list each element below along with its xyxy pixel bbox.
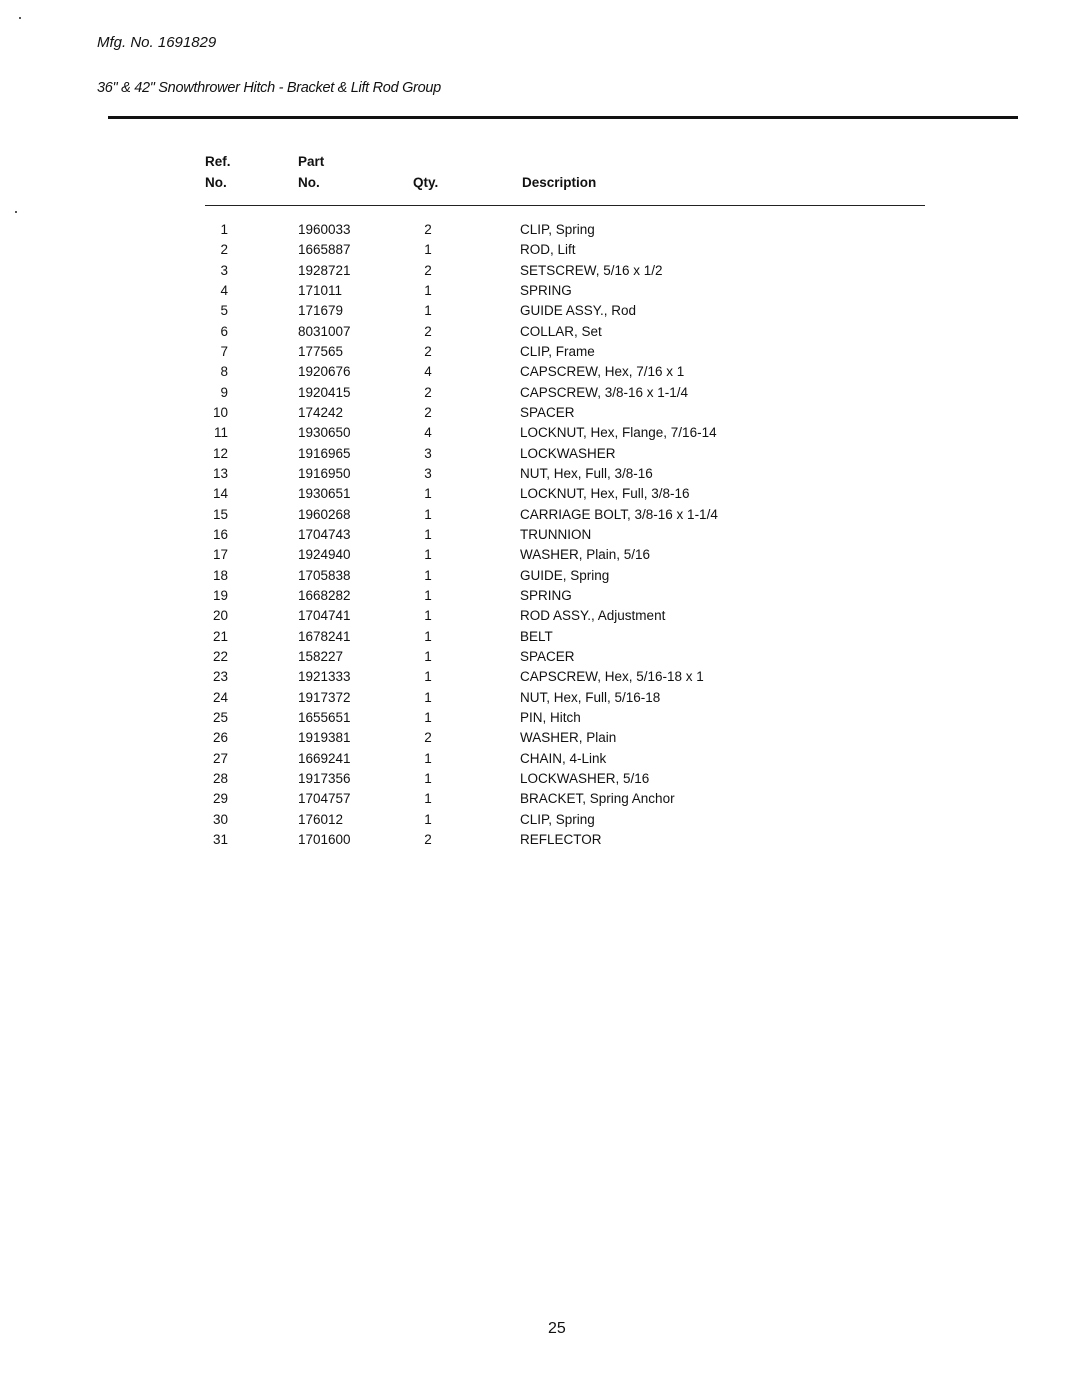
- table-row: [0, 690, 1080, 710]
- part-no: 177565: [298, 343, 344, 359]
- table-row: [0, 649, 1080, 669]
- part-no: 1920415: [298, 384, 351, 400]
- scan-speck: [19, 17, 21, 19]
- table-row: [0, 486, 1080, 506]
- part-no: 1704741: [298, 608, 351, 624]
- quantity: 2: [424, 222, 432, 237]
- ref-no: 28: [212, 770, 228, 786]
- quantity: 2: [424, 262, 432, 278]
- quantity: 1: [424, 506, 432, 522]
- ref-no: 26: [212, 730, 228, 746]
- quantity: 1: [424, 303, 432, 319]
- table-row: [0, 629, 1080, 649]
- ref-no: 15: [212, 506, 228, 522]
- quantity: 1: [424, 669, 432, 685]
- part-no: 158227: [298, 648, 344, 664]
- part-no: 1704743: [298, 526, 351, 542]
- table-row: [0, 832, 1080, 852]
- part-no: 1960033: [298, 222, 351, 237]
- ref-no: 10: [212, 404, 228, 420]
- page-title: 36" & 42" Snowthrower Hitch - Bracket & Lift Rod Group: [97, 80, 441, 96]
- ref-no: 2: [220, 242, 228, 258]
- ref-no: 11: [213, 425, 228, 441]
- part-no: 1655651: [298, 709, 351, 725]
- table-row: [0, 669, 1080, 689]
- part-no: 1916965: [298, 445, 351, 461]
- description: SPRING: [520, 282, 572, 298]
- quantity: 2: [424, 323, 432, 339]
- ref-no: 12: [212, 445, 228, 461]
- table-row: [0, 425, 1080, 445]
- quantity: 3: [424, 465, 432, 481]
- description: CHAIN, 4-Link: [520, 750, 607, 766]
- description: CLIP, Frame: [520, 343, 595, 359]
- description: LOCKNUT, Hex, Full, 3/8-16: [520, 486, 690, 502]
- ref-header-line1: Ref.: [205, 154, 231, 169]
- ref-no: 23: [212, 669, 228, 685]
- description: CAPSCREW, Hex, 5/16-18 x 1: [520, 669, 704, 685]
- quantity: 1: [424, 628, 432, 644]
- description: TRUNNION: [520, 526, 592, 542]
- part-no: 171679: [298, 303, 344, 319]
- ref-no: 6: [220, 323, 228, 339]
- quantity: 2: [424, 730, 432, 746]
- description: NUT, Hex, Full, 3/8-16: [520, 465, 653, 481]
- table-row: [0, 385, 1080, 405]
- quantity: 2: [424, 343, 432, 359]
- table-row: [0, 527, 1080, 547]
- ref-no: 1: [220, 222, 228, 237]
- ref-no: 18: [212, 567, 228, 583]
- description: BELT: [520, 628, 553, 644]
- quantity: 1: [424, 791, 432, 807]
- quantity: 4: [424, 364, 432, 380]
- part-no: 174242: [298, 404, 344, 420]
- description: REFLECTOR: [520, 831, 602, 847]
- table-row: [0, 791, 1080, 811]
- description: LOCKWASHER: [520, 445, 616, 461]
- part-header-line1: Part: [298, 154, 325, 169]
- quantity: 1: [424, 242, 432, 258]
- part-no: 1919381: [298, 730, 351, 746]
- ref-no: 7: [220, 343, 228, 359]
- ref-no: 25: [212, 709, 228, 725]
- qty-header: Qty.: [413, 175, 439, 190]
- quantity: 1: [424, 567, 432, 583]
- description: CLIP, Spring: [520, 222, 595, 237]
- table-row: [0, 303, 1080, 323]
- table-row: [0, 507, 1080, 527]
- description: BRACKET, Spring Anchor: [520, 791, 675, 807]
- part-header-line2: No.: [298, 175, 320, 190]
- table-row: [0, 405, 1080, 425]
- quantity: 2: [424, 404, 432, 420]
- description: SETSCREW, 5/16 x 1/2: [520, 262, 663, 278]
- description: GUIDE ASSY., Rod: [520, 303, 637, 319]
- quantity: 1: [424, 750, 432, 766]
- description: SPACER: [520, 404, 575, 420]
- table-row: [0, 568, 1080, 588]
- part-no: 1917372: [298, 689, 351, 705]
- part-no: 1930651: [298, 486, 351, 502]
- ref-no: 27: [212, 750, 228, 766]
- description: LOCKNUT, Hex, Flange, 7/16-14: [520, 425, 717, 441]
- ref-no: 30: [212, 811, 228, 827]
- ref-no: 3: [220, 262, 228, 278]
- table-row: [0, 242, 1080, 262]
- part-no: 1924940: [298, 547, 351, 563]
- part-no: 1920676: [298, 364, 351, 380]
- ref-no: 8: [220, 364, 228, 380]
- table-row: [0, 608, 1080, 628]
- ref-no: 13: [212, 465, 228, 481]
- table-row: [0, 466, 1080, 486]
- scan-speck: [15, 211, 17, 213]
- description-header: Description: [522, 175, 597, 190]
- description: SPRING: [520, 587, 572, 603]
- quantity: 1: [424, 547, 432, 563]
- header-divider: [205, 205, 925, 206]
- quantity: 3: [424, 445, 432, 461]
- table-row: [0, 771, 1080, 791]
- part-no: 1678241: [298, 628, 351, 644]
- part-no: 1960268: [298, 506, 351, 522]
- ref-no: 9: [220, 384, 228, 400]
- description: ROD, Lift: [520, 242, 576, 258]
- title-divider: [108, 116, 1018, 119]
- description: WASHER, Plain, 5/16: [520, 547, 651, 563]
- quantity: 1: [424, 811, 432, 827]
- description: CLIP, Spring: [520, 811, 595, 827]
- part-no: 1917356: [298, 770, 351, 786]
- description: NUT, Hex, Full, 5/16-18: [520, 689, 661, 705]
- table-row: [0, 710, 1080, 730]
- table-row: [0, 283, 1080, 303]
- quantity: 1: [424, 648, 432, 664]
- description: CAPSCREW, Hex, 7/16 x 1: [520, 364, 685, 380]
- ref-no: 14: [212, 486, 228, 502]
- table-row: [0, 751, 1080, 771]
- part-no: 1701600: [298, 831, 351, 847]
- quantity: 1: [424, 709, 432, 725]
- quantity: 1: [424, 282, 432, 298]
- description: CAPSCREW, 3/8-16 x 1-1/4: [520, 384, 689, 400]
- quantity: 2: [424, 384, 432, 400]
- description: CARRIAGE BOLT, 3/8-16 x 1-1/4: [520, 506, 718, 522]
- table-row: [0, 588, 1080, 608]
- quantity: 1: [424, 608, 432, 624]
- part-no: 1928721: [298, 262, 351, 278]
- description: WASHER, Plain: [520, 730, 617, 746]
- ref-no: 16: [212, 526, 228, 542]
- quantity: 1: [424, 486, 432, 502]
- table-row: [0, 446, 1080, 466]
- ref-no: 5: [220, 303, 228, 319]
- part-no: 1921333: [298, 669, 351, 685]
- part-no: 1668282: [298, 587, 351, 603]
- description: GUIDE, Spring: [520, 567, 610, 583]
- part-no: 1916950: [298, 465, 351, 481]
- ref-no: 29: [212, 791, 228, 807]
- part-no: 1665887: [298, 242, 351, 258]
- quantity: 4: [424, 425, 432, 441]
- quantity: 1: [424, 770, 432, 786]
- table-row: [0, 364, 1080, 384]
- part-no: 176012: [298, 811, 344, 827]
- table-row: [0, 812, 1080, 832]
- part-no: 171011: [298, 282, 343, 298]
- ref-header-line2: No.: [205, 175, 227, 190]
- part-no: 1704757: [298, 791, 351, 807]
- quantity: 1: [424, 587, 432, 603]
- ref-no: 22: [212, 648, 228, 664]
- ref-no: 20: [212, 608, 228, 624]
- part-no: 1930650: [298, 425, 351, 441]
- part-no: 8031007: [298, 323, 351, 339]
- description: SPACER: [520, 648, 575, 664]
- part-no: 1669241: [298, 750, 351, 766]
- quantity: 2: [424, 831, 432, 847]
- quantity: 1: [424, 526, 432, 542]
- description: PIN, Hitch: [520, 709, 581, 725]
- ref-no: 24: [212, 689, 228, 705]
- description: LOCKWASHER, 5/16: [520, 770, 650, 786]
- table-row: [0, 263, 1080, 283]
- ref-no: 31: [212, 831, 228, 847]
- table-row: [0, 344, 1080, 364]
- quantity: 1: [424, 689, 432, 705]
- table-row: [0, 324, 1080, 344]
- ref-no: 17: [212, 547, 228, 563]
- ref-no: 19: [212, 587, 228, 603]
- mfg-number: Mfg. No. 1691829: [97, 34, 217, 51]
- page-number: 25: [548, 1320, 566, 1337]
- description: COLLAR, Set: [520, 323, 602, 339]
- table-row: [0, 547, 1080, 567]
- table-row: [0, 222, 1080, 242]
- ref-no: 21: [212, 628, 228, 644]
- description: ROD ASSY., Adjustment: [520, 608, 666, 624]
- ref-no: 4: [220, 282, 228, 298]
- table-row: [0, 730, 1080, 750]
- part-no: 1705838: [298, 567, 351, 583]
